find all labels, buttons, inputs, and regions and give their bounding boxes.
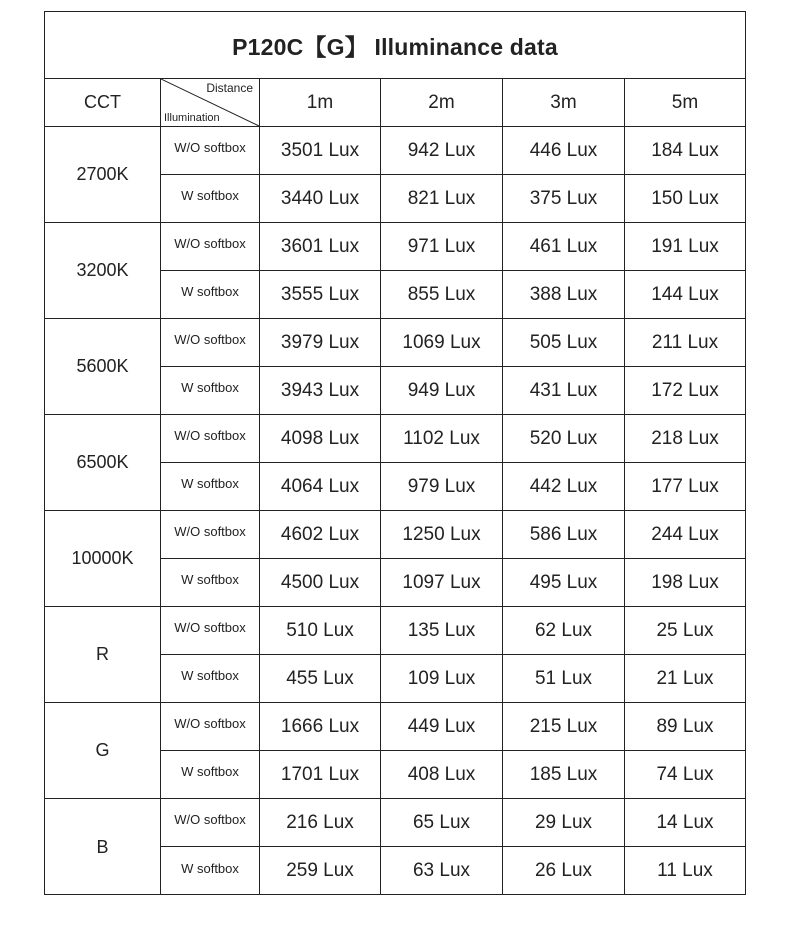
lux-value-cell: 3440 Lux bbox=[260, 175, 381, 223]
cct-label: 3200K bbox=[45, 223, 161, 319]
lux-value-cell: 586 Lux bbox=[503, 511, 625, 559]
lux-value-cell: 3601 Lux bbox=[260, 223, 381, 271]
lux-value-cell: 14 Lux bbox=[625, 799, 745, 847]
lux-value-cell: 510 Lux bbox=[260, 607, 381, 655]
lux-value-cell: 375 Lux bbox=[503, 175, 625, 223]
diagonal-label-illumination: Illumination bbox=[164, 112, 220, 124]
lux-value-cell: 4098 Lux bbox=[260, 415, 381, 463]
lux-value-cell: 3555 Lux bbox=[260, 271, 381, 319]
cct-label: G bbox=[45, 703, 161, 799]
condition-label: W softbox bbox=[161, 463, 260, 511]
lux-value-cell: 431 Lux bbox=[503, 367, 625, 415]
lux-value-cell: 949 Lux bbox=[381, 367, 503, 415]
lux-value-cell: 26 Lux bbox=[503, 847, 625, 895]
lux-value-cell: 198 Lux bbox=[625, 559, 745, 607]
lux-value-cell: 184 Lux bbox=[625, 127, 745, 175]
lux-value-cell: 408 Lux bbox=[381, 751, 503, 799]
lux-value-cell: 3943 Lux bbox=[260, 367, 381, 415]
lux-value-cell: 3501 Lux bbox=[260, 127, 381, 175]
cct-label: R bbox=[45, 607, 161, 703]
lux-value-cell: 4064 Lux bbox=[260, 463, 381, 511]
condition-label: W softbox bbox=[161, 751, 260, 799]
distance-header: 5m bbox=[625, 79, 745, 127]
lux-value-cell: 1097 Lux bbox=[381, 559, 503, 607]
lux-value-cell: 191 Lux bbox=[625, 223, 745, 271]
cct-label: 6500K bbox=[45, 415, 161, 511]
lux-value-cell: 971 Lux bbox=[381, 223, 503, 271]
lux-value-cell: 216 Lux bbox=[260, 799, 381, 847]
lux-value-cell: 1250 Lux bbox=[381, 511, 503, 559]
condition-label: W softbox bbox=[161, 559, 260, 607]
lux-value-cell: 63 Lux bbox=[381, 847, 503, 895]
lux-value-cell: 144 Lux bbox=[625, 271, 745, 319]
lux-value-cell: 442 Lux bbox=[503, 463, 625, 511]
lux-value-cell: 942 Lux bbox=[381, 127, 503, 175]
cct-label: B bbox=[45, 799, 161, 895]
condition-label: W/O softbox bbox=[161, 703, 260, 751]
lux-value-cell: 520 Lux bbox=[503, 415, 625, 463]
lux-value-cell: 62 Lux bbox=[503, 607, 625, 655]
lux-value-cell: 244 Lux bbox=[625, 511, 745, 559]
condition-label: W/O softbox bbox=[161, 319, 260, 367]
lux-value-cell: 979 Lux bbox=[381, 463, 503, 511]
lux-value-cell: 177 Lux bbox=[625, 463, 745, 511]
condition-label: W softbox bbox=[161, 367, 260, 415]
lux-value-cell: 172 Lux bbox=[625, 367, 745, 415]
condition-label: W softbox bbox=[161, 175, 260, 223]
lux-value-cell: 855 Lux bbox=[381, 271, 503, 319]
cct-label: 10000K bbox=[45, 511, 161, 607]
lux-value-cell: 1666 Lux bbox=[260, 703, 381, 751]
condition-label: W/O softbox bbox=[161, 607, 260, 655]
lux-value-cell: 821 Lux bbox=[381, 175, 503, 223]
condition-label: W/O softbox bbox=[161, 511, 260, 559]
lux-value-cell: 449 Lux bbox=[381, 703, 503, 751]
lux-value-cell: 4602 Lux bbox=[260, 511, 381, 559]
lux-value-cell: 89 Lux bbox=[625, 703, 745, 751]
condition-label: W/O softbox bbox=[161, 415, 260, 463]
lux-value-cell: 461 Lux bbox=[503, 223, 625, 271]
distance-header: 2m bbox=[381, 79, 503, 127]
lux-value-cell: 65 Lux bbox=[381, 799, 503, 847]
diagonal-label-distance: Distance bbox=[206, 81, 253, 95]
distance-header: 3m bbox=[503, 79, 625, 127]
condition-label: W/O softbox bbox=[161, 127, 260, 175]
lux-value-cell: 218 Lux bbox=[625, 415, 745, 463]
diagonal-header-cell bbox=[161, 79, 260, 127]
lux-value-cell: 3979 Lux bbox=[260, 319, 381, 367]
lux-value-cell: 1102 Lux bbox=[381, 415, 503, 463]
lux-value-cell: 495 Lux bbox=[503, 559, 625, 607]
lux-value-cell: 505 Lux bbox=[503, 319, 625, 367]
lux-value-cell: 388 Lux bbox=[503, 271, 625, 319]
lux-value-cell: 21 Lux bbox=[625, 655, 745, 703]
lux-value-cell: 1069 Lux bbox=[381, 319, 503, 367]
table-title: P120C【G】 Illuminance data bbox=[45, 12, 745, 79]
lux-value-cell: 211 Lux bbox=[625, 319, 745, 367]
lux-value-cell: 109 Lux bbox=[381, 655, 503, 703]
lux-value-cell: 446 Lux bbox=[503, 127, 625, 175]
lux-value-cell: 4500 Lux bbox=[260, 559, 381, 607]
condition-label: W softbox bbox=[161, 847, 260, 895]
lux-value-cell: 51 Lux bbox=[503, 655, 625, 703]
lux-value-cell: 150 Lux bbox=[625, 175, 745, 223]
lux-value-cell: 25 Lux bbox=[625, 607, 745, 655]
lux-value-cell: 185 Lux bbox=[503, 751, 625, 799]
distance-header: 1m bbox=[260, 79, 381, 127]
condition-label: W/O softbox bbox=[161, 223, 260, 271]
illuminance-table bbox=[44, 11, 746, 895]
lux-value-cell: 74 Lux bbox=[625, 751, 745, 799]
condition-label: W softbox bbox=[161, 271, 260, 319]
cct-label: 2700K bbox=[45, 127, 161, 223]
condition-label: W/O softbox bbox=[161, 799, 260, 847]
condition-label: W softbox bbox=[161, 655, 260, 703]
lux-value-cell: 1701 Lux bbox=[260, 751, 381, 799]
lux-value-cell: 29 Lux bbox=[503, 799, 625, 847]
lux-value-cell: 11 Lux bbox=[657, 860, 713, 881]
cct-label: 5600K bbox=[45, 319, 161, 415]
cct-header: CCT bbox=[45, 79, 161, 127]
lux-value-cell: 215 Lux bbox=[503, 703, 625, 751]
lux-value-cell: 455 Lux bbox=[260, 655, 381, 703]
lux-value-cell: 135 Lux bbox=[381, 607, 503, 655]
lux-value-cell: 259 Lux bbox=[260, 847, 381, 895]
